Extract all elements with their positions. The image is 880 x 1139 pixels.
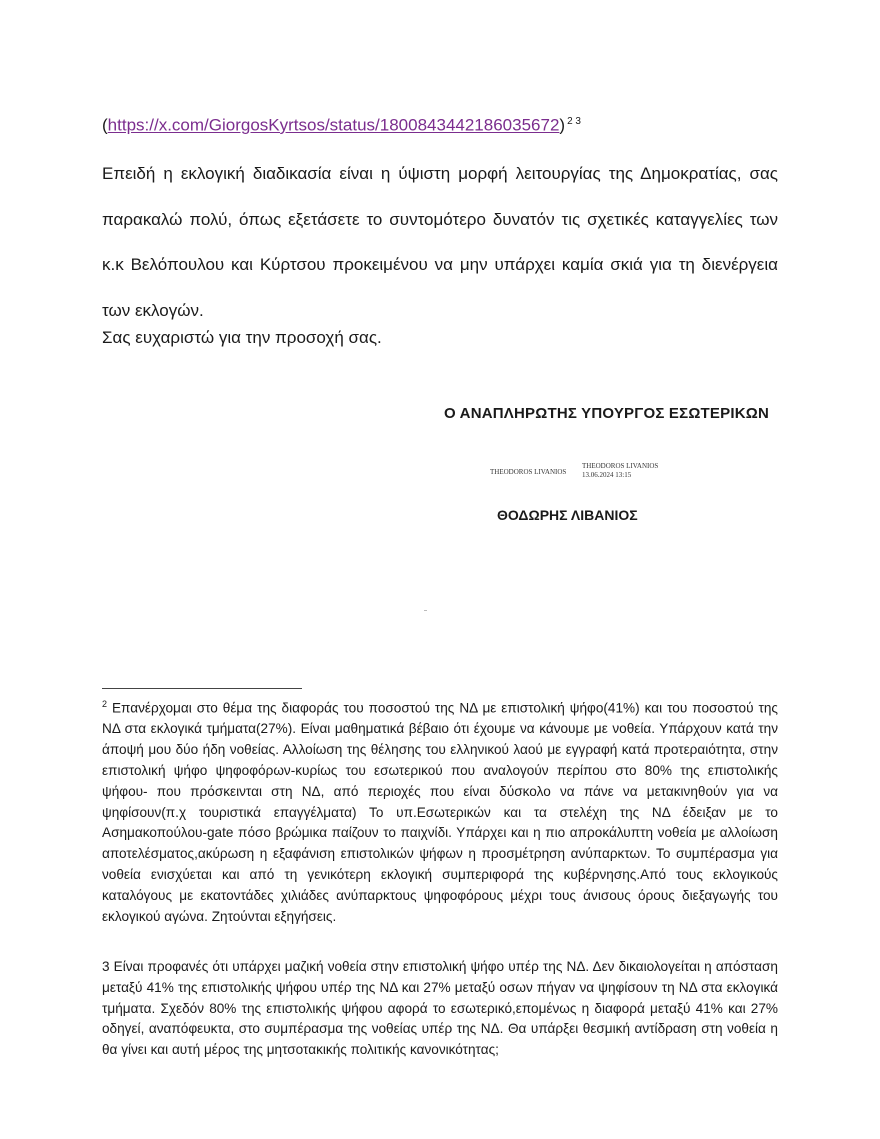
open-paren: ( [102,115,108,135]
source-link-line [102,110,581,138]
digital-signature-block [582,462,658,480]
footnote-separator [102,688,302,689]
digital-signature-timestamp: 13.06.2024 13:15 [582,471,632,479]
footnote-2-marker: 2 [102,699,108,709]
footnote-references[interactable]: 2 3 [567,116,581,127]
digital-signature-name-right: THEODOROS LIVANIOS [582,462,659,470]
footnote-3: 3 Είναι προφανές ότι υπάρχει μαζική νοθεία στην επιστολική ψήφο υπέρ της ΝΔ. Δεν δικαιολογείται η απόσταση μεταξύ 41% της επιστολικής ψήφου υπέρ της ΝΔ και 27% μεταξύ οσων πήγαν να ψηφίσουν τη ΝΔ στα εκλογικά τμήματα. Σχεδόν 80% της επιστολικής ψήφου αφορά το εσωτερικό,επομένως η διαφορά μεταξύ 41% και 27% οδηγεί, αναπόφευκτα, στο συμπέρασμα της νοθείας υπέρ της ΝΔ. Θα υπάρξει θεσμική αντίδραση στη νοθεία η θα γίνει και αυτή μέρος της μητσοτακικής πολιτικής κανονικότητας; [102,959,778,1058]
footnote-2-text: Επανέρχομαι στο θέμα της διαφοράς του ποσοστού της ΝΔ με επιστολική ψήφο(41%) και του ποσοστού της ΝΔ στα εκλογικά τμήματα(27%). Είναι μαθηματικά βέβαιο ότι έχουμε να κάνουμε με νοθεία. Υπάρχουν κατά την άποψή μου δύο ήδη νοθείας. Αλλοίωση της θέλησης του ελληνικού λαού με εγγραφή κατά προτεραιότητα, στην επιστολική ψήφο ψηφοφόρων-κυρίως του εσωτερικού που αναλογούν περίπου στο 80% της επιστολικής ψήφου- που πρόσκεινται στη ΝΔ, από περιοχές που είναι δύσκολο να πάνε να μετακινηθούν για να ψηφίσουν(π.χ τουριστικά επαγγέλματα) Το υπ.Εσωτερικών και τα στελέχη της ΝΔ έδειξαν με το Ασημακοπούλου-gate πόσο βρώμικα παίζουν το παιχνίδι. Υπάρχει και η πιο απροκάλυπτη νοθεία με αλλοίωση αποτελέσματος,ακύρωση η εξαφάνιση επιστολικών ψήφων η προσμέτρηση ανύπαρκτων. Το συμπέρασμα για νοθεία ενισχύεται και από τη γενικότερη εκλογική συμπεριφορά της κυβέρνησης.Από τους εκλογικούς καταλόγους με εκατοντάδες χιλιάδες ανύπαρκτους ψηφοφόρους μέχρι τους άνισους όρους διεξαγωγής του εκλογικού αγώνα. Ζητούνται εξηγήσεις. [102,700,778,924]
body-paragraph-thanks: Σας ευχαριστώ για την προσοχή σας. [102,328,382,347]
close-paren: ) [559,115,566,135]
body-paragraph-request: Επειδή η εκλογική διαδικασία είναι η ύψιστη μορφή λειτουργίας της Δημοκρατίας, σας παρακαλώ πολύ, όπως εξετάσετε το συντομότερο δυνατόν τις σχετικές καταγγελίες των κ.κ Βελόπουλου και Κύρτσου προκειμένου να μην υπάρχει καμία σκιά για τη διενέργεια των εκλογών. [102,164,778,320]
footnote-2 [102,694,778,927]
digital-signature-name-left: THEODOROS LIVANIOS [490,468,567,476]
tweet-link[interactable]: https://x.com/GiorgosKyrtsos/status/1800843442186035672 [107,115,560,135]
signatory-title: Ο ΑΝΑΠΛΗΡΩΤΗΣ ΥΠΟΥΡΓΟΣ ΕΣΩΤΕΡΙΚΩΝ [444,405,769,422]
signatory-name: ΘΟΔΩΡΗΣ ΛΙΒΑΝΙΟΣ [497,507,638,523]
scan-artifact [424,610,427,611]
